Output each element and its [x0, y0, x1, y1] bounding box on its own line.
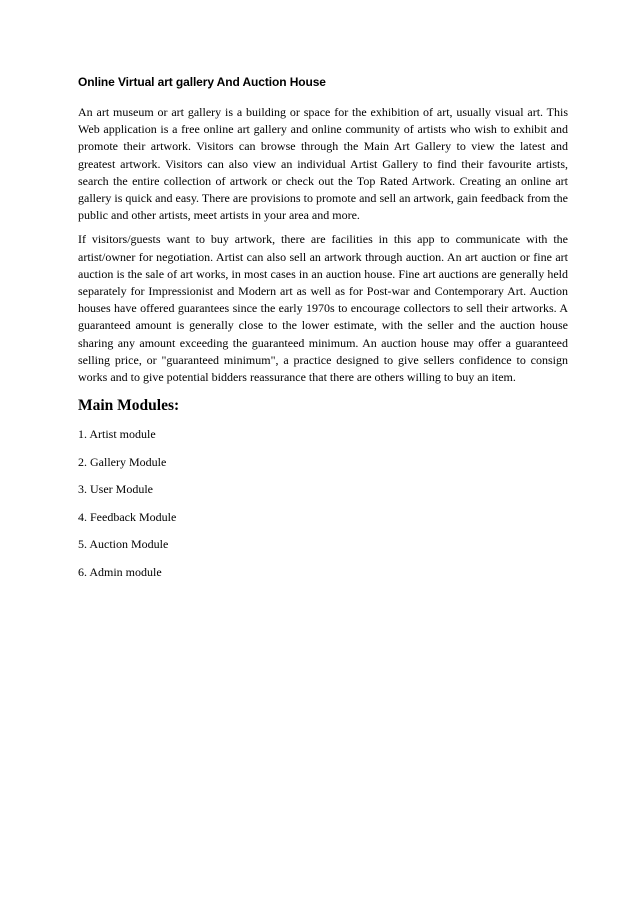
module-list: [78, 426, 568, 580]
modules-heading: Main Modules:: [78, 397, 180, 415]
module-item-artist: 1. Artist module: [78, 427, 156, 442]
auction-paragraph: If visitors/guests want to buy artwork, there are facilities in this app to communicate with the artist/owner for negotiation. Artist can also sell an artwork through auction. An art auction or fine art auction is the sale of art works, in most cases in an auction house. Fine art auctions are generally held separately for Impressionist and Modern art as well as for Post-war and Contemporary Art. Auction houses have offered guarantees since the early 1970s to encourage collectors to sell their artworks. A guaranteed amount is generally close to the lower estimate, with the seller and the auction house sharing any amount exceeding the guaranteed minimum. An auction house may offer a guaranteed selling price, or "guaranteed minimum", a practice designed to give sellers confidence to consign works and to give potential bidders reassurance that there are others willing to buy an item.: [78, 232, 568, 385]
module-item-feedback: 4. Feedback Module: [78, 509, 177, 524]
intro-paragraph: An art museum or art gallery is a building or space for the exhibition of art, usually visual art. This Web application is a free online art gallery and online community of artists who wish to exhibit and promote their artwork. Visitors can browse through the Main Art Gallery to view the latest and greatest artwork. Visitors can also view an individual Artist Gallery to find their favourite artists, search the entire collection of artwork or check out the Top Rated Artwork. Creating an online art gallery is quick and easy. There are provisions to promote and sell an artwork, gain feedback from the public and other artists, meet artists in your area and more.: [78, 105, 568, 223]
module-item-gallery: 2. Gallery Module: [78, 454, 167, 469]
module-item-user: 3. User Module: [78, 482, 153, 497]
module-item-auction: 5. Auction Module: [78, 537, 169, 552]
module-item-admin: 6. Admin module: [78, 564, 162, 579]
document-page: [78, 74, 568, 591]
document-title: Online Virtual art gallery And Auction House: [78, 75, 326, 89]
